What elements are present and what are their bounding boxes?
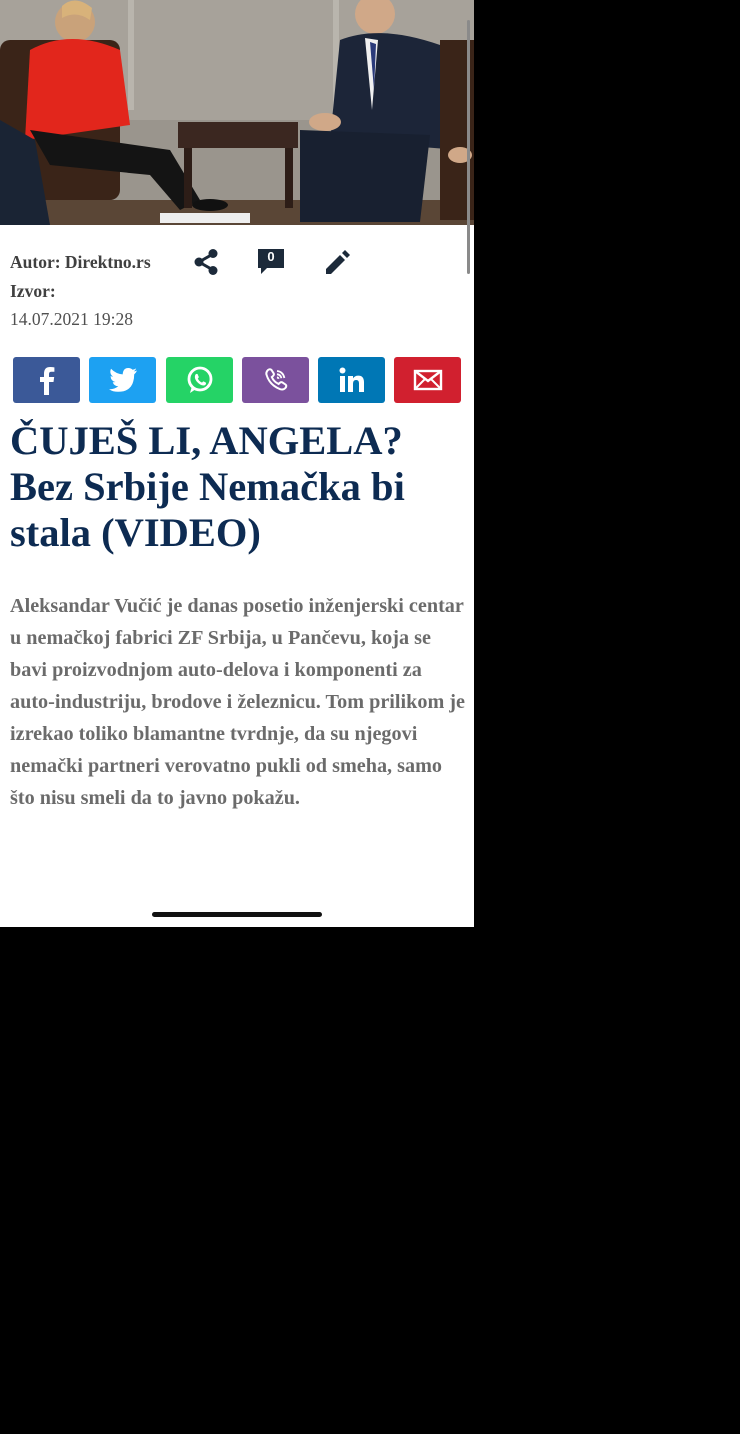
home-indicator[interactable] [152,912,322,917]
facebook-icon [35,365,59,395]
hero-photo [0,0,474,225]
author-value[interactable]: Direktno.rs [64,252,151,272]
comments-button[interactable] [254,245,288,279]
scrollbar[interactable] [467,20,470,274]
source-line [10,277,151,306]
article-lead: Aleksandar Vučić je danas posetio inženjerski centar u nemačkoj fabrici ZF Srbija, u Pančevu, koja se bavi proizvodnjom auto-delova i komponenti za auto-industriju, brodove i železnicu. Tom prilikom je izrekao toliko blamantne tvrdnje, da su njegovi nemački partneri verovatno pukli od smeha, samo što nisu smeli da to javno pokažu. [10,595,465,809]
article-meta [10,248,151,334]
edit-button[interactable] [320,245,354,279]
viber-icon [261,365,291,395]
article-title: ČUJEŠ LI, ANGELA? Bez Srbije Nemačka bi stala (VIDEO) [10,418,405,555]
share-icon [191,247,221,277]
twitter-icon [108,367,138,393]
whatsapp-icon [185,365,215,395]
email-share-button[interactable] [394,357,461,403]
author-line [10,248,151,277]
mail-icon [413,369,443,391]
author-label: Autor: [10,252,61,272]
pencil-icon [322,247,352,277]
linkedin-share-button[interactable] [318,357,385,403]
linkedin-icon [337,366,367,394]
article-hero-image[interactable] [0,0,474,225]
viber-share-button[interactable] [242,357,309,403]
publish-date: 14.07.2021 19:28 [10,309,133,329]
twitter-share-button[interactable] [89,357,156,403]
share-button[interactable] [189,245,223,279]
phone-screen [0,0,474,927]
source-label: Izvor: [10,280,56,301]
whatsapp-share-button[interactable] [166,357,233,403]
facebook-share-button[interactable] [13,357,80,403]
comment-count: 0 [267,249,275,264]
